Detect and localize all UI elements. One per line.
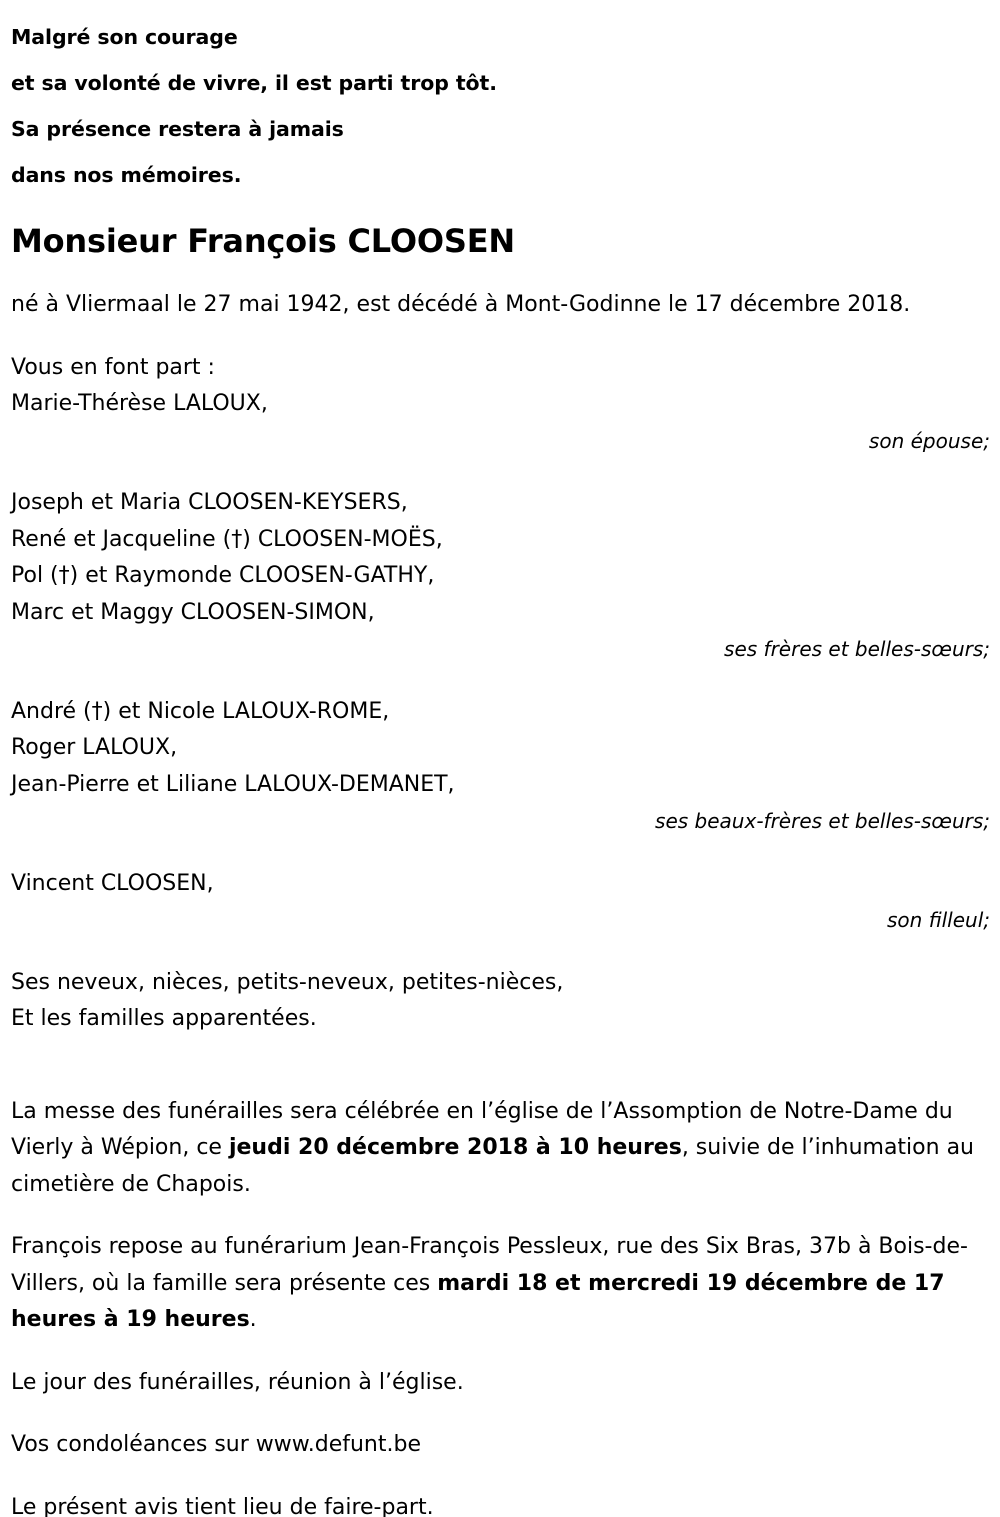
visitation-text-before: François repose au funérarium Jean-François Pessleux, rue des Six Bras, 37b à Bois-de-Villers, où la famille sera présente ces (11, 1234, 968, 1296)
family-group-godson (11, 866, 990, 939)
legal-notice: Le présent avis tient lieu de faire-part. (11, 1494, 434, 1517)
family-group-others (11, 965, 990, 1038)
visitation-details (11, 1229, 990, 1339)
mass-datetime: jeudi 20 décembre 2018 à 10 heures (228, 1135, 682, 1160)
deceased-name: Monsieur François CLOOSEN (11, 222, 515, 260)
relation-label-spouse: son épouse; (868, 428, 990, 453)
list-item: René et Jacqueline (†) CLOOSEN-MOËS, (11, 526, 443, 552)
relation-label-siblings: ses frères et belles-sœurs; (724, 637, 990, 661)
family-group-siblings (11, 485, 990, 668)
list-item: Marc et Maggy CLOOSEN-SIMON, (11, 599, 375, 625)
list-item: Et les familles apparentées. (11, 1006, 317, 1031)
funeral-mass-details (11, 1094, 990, 1204)
mass-text-before: La messe des funérailles sera célébrée en l’église de l’Assomption de Notre-Dame du Vierly à Wépion, ce (11, 1098, 960, 1160)
condolences-note: Vos condoléances sur www.defunt.be (11, 1432, 421, 1457)
relation-label-godson: son filleul; (887, 908, 990, 932)
list-item: Pol (†) et Raymonde CLOOSEN-GATHY, (11, 563, 435, 588)
section-divider (11, 1038, 990, 1068)
announcement-intro: Vous en font part : (11, 354, 215, 380)
visitation-text-after: . (249, 1307, 257, 1332)
verse-line-2: et sa volonté de vivre, il est parti trop tôt. (11, 71, 497, 95)
list-item: André (†) et Nicole LALOUX-ROME, (11, 698, 390, 724)
list-item: Marie-Thérèse LALOUX, (11, 391, 268, 416)
opening-verse (11, 0, 990, 198)
family-group-in-laws (11, 694, 990, 840)
list-item: Roger LALOUX, (11, 735, 178, 760)
family-group-spouse (11, 386, 990, 459)
birth-death-statement: né à Vliermaal le 27 mai 1942, est décédé à Mont-Godinne le 17 décembre 2018. (11, 292, 911, 317)
list-item: Jean-Pierre et Liliane LALOUX-DEMANET, (11, 771, 455, 797)
verse-line-1: Malgré son courage (11, 25, 238, 49)
mass-text-after: , suivie de l’inhumation au cimetière de Chapois. (11, 1135, 981, 1197)
verse-line-3: Sa présence restera à jamais (11, 117, 344, 141)
list-item: Joseph et Maria CLOOSEN-KEYSERS, (11, 490, 408, 515)
relation-label-in-laws: ses beaux-frères et belles-sœurs; (655, 809, 990, 833)
visitation-datetime: mardi 18 et mercredi 19 décembre de 17 heures à 19 heures (11, 1270, 953, 1332)
list-item: Vincent CLOOSEN, (11, 870, 214, 896)
reunion-note: Le jour des funérailles, réunion à l’église. (11, 1369, 464, 1395)
list-item: Ses neveux, nièces, petits-neveux, petites-nièces, (11, 969, 564, 995)
verse-line-4: dans nos mémoires. (11, 163, 242, 187)
